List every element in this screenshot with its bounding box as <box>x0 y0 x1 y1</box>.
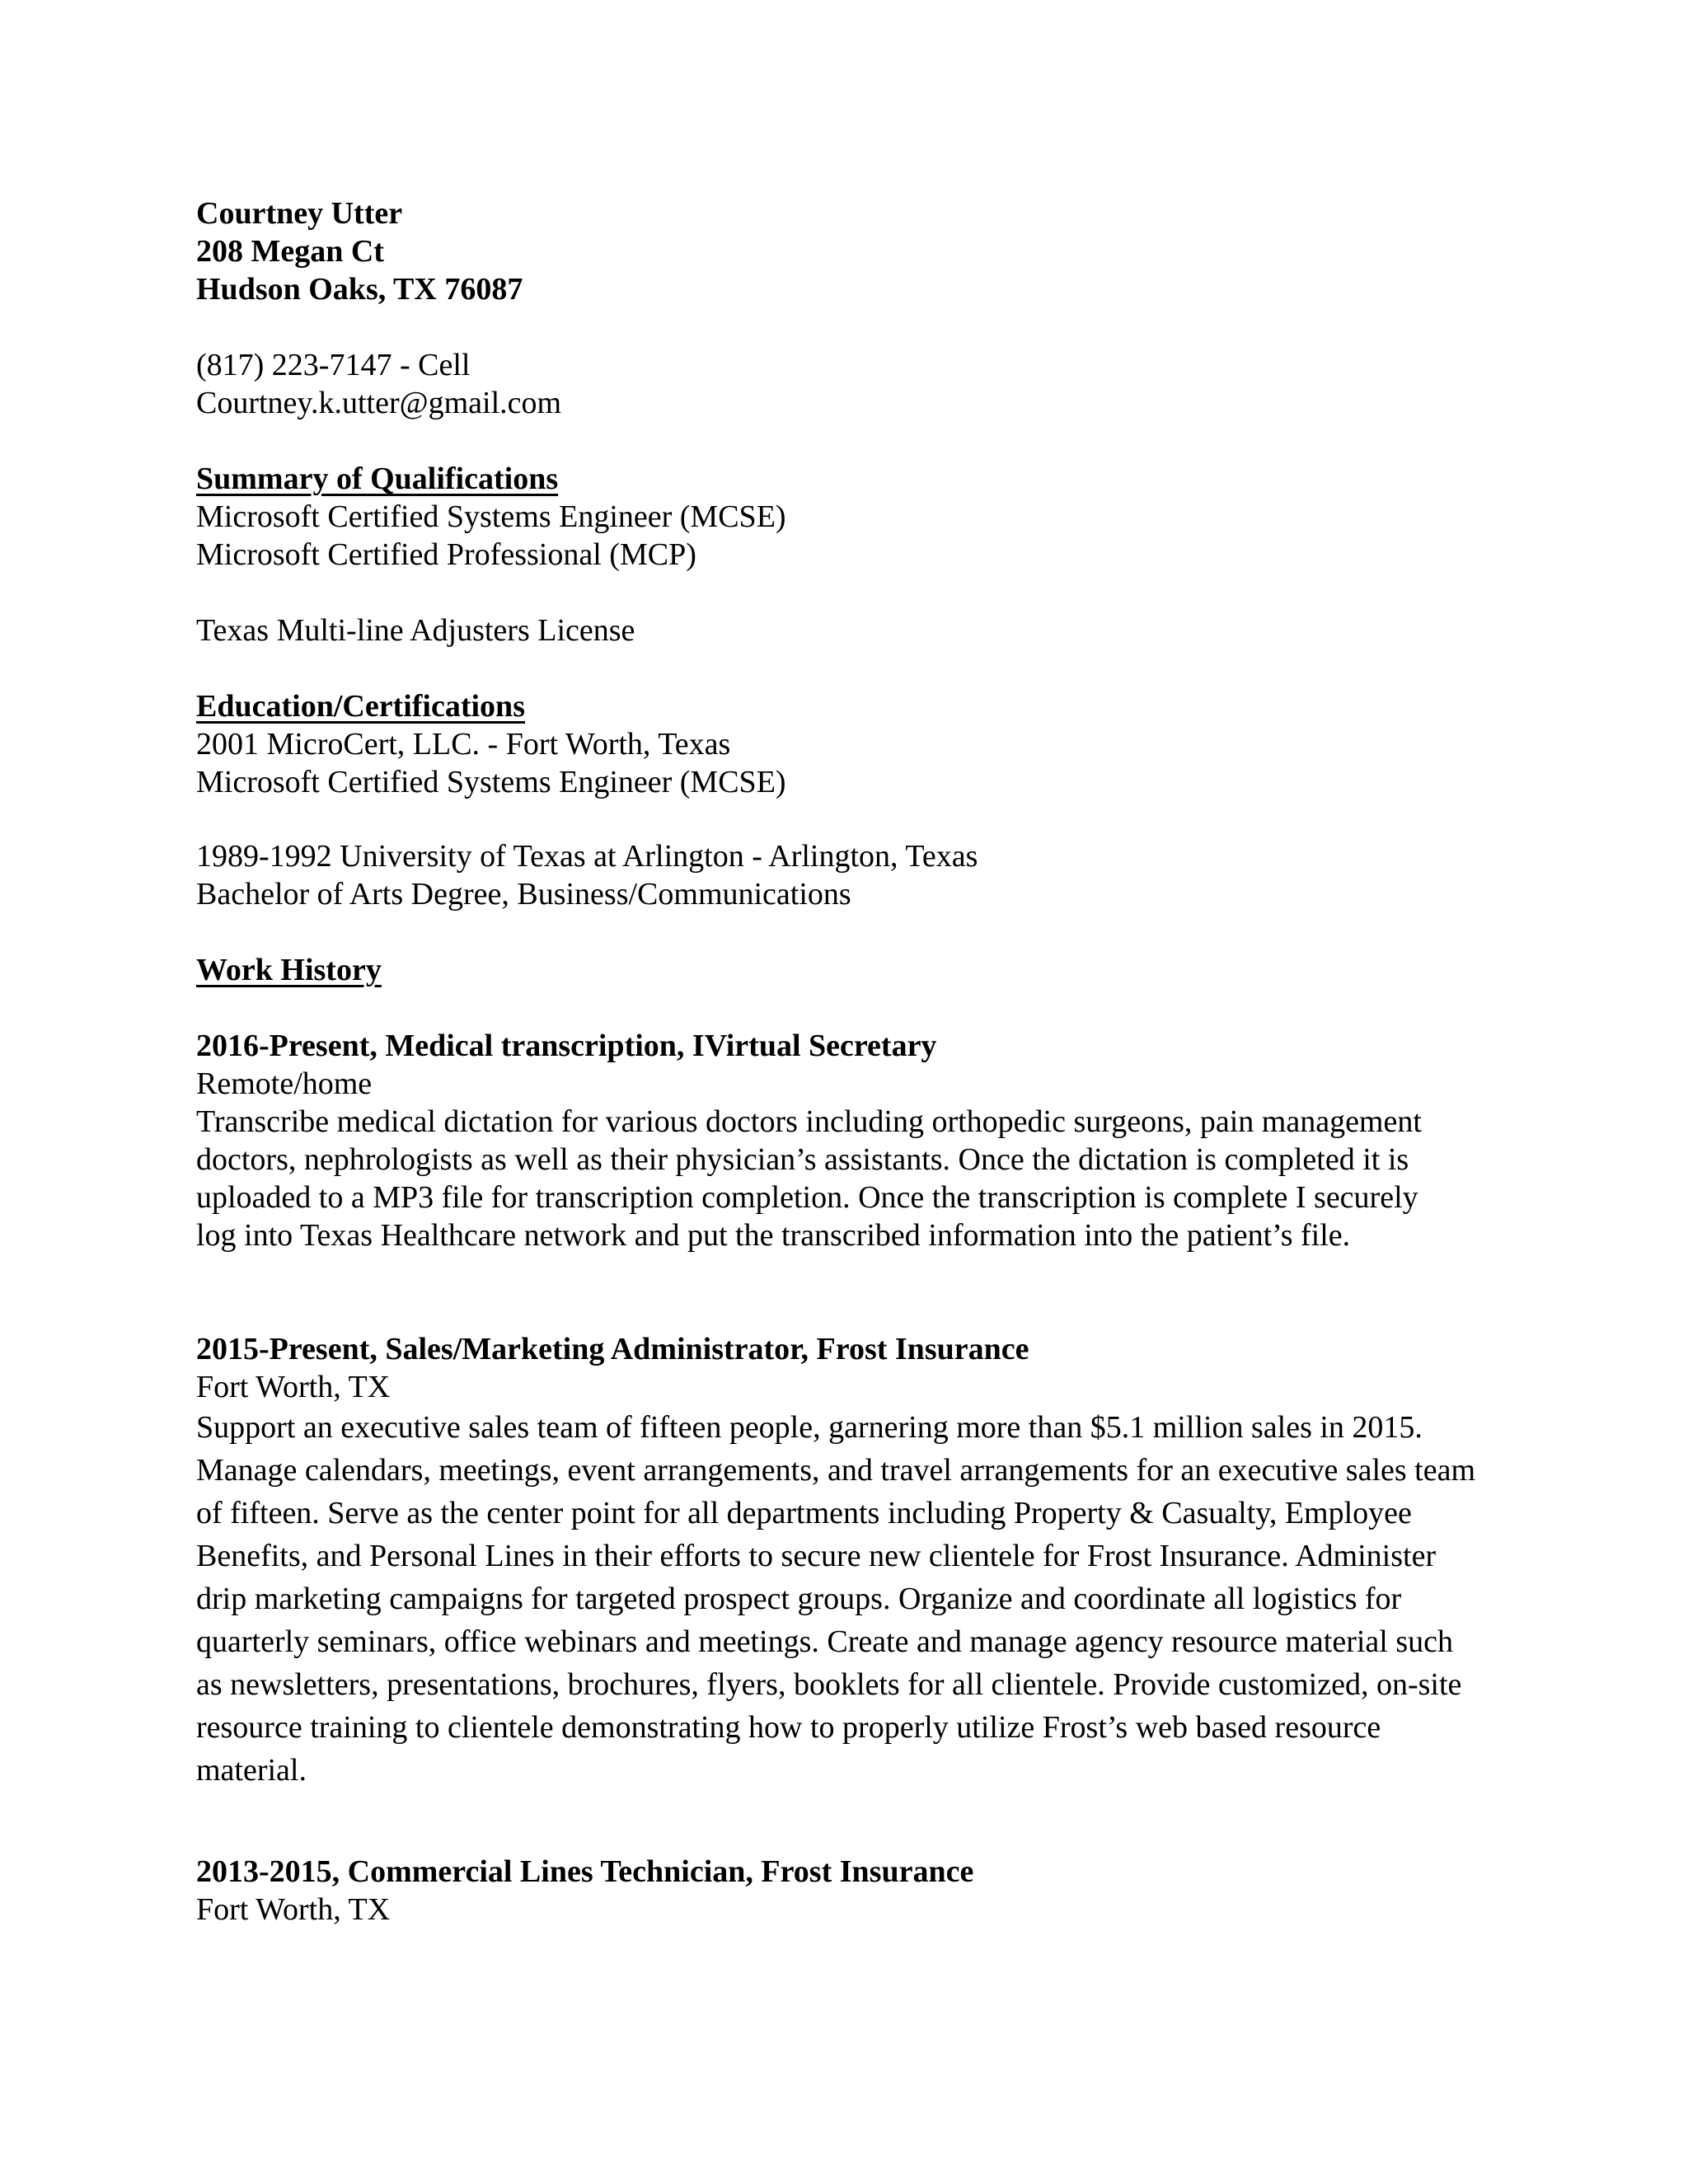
job-title: 2015-Present, Sales/Marketing Administrator, Frost Insurance <box>196 1332 1029 1366</box>
job-entry <box>196 1027 1465 1254</box>
work-history-heading: Work History <box>196 953 382 987</box>
contact-details <box>196 346 1482 422</box>
email-address: Courtney.k.utter@gmail.com <box>196 386 562 420</box>
candidate-name: Courtney Utter <box>196 196 403 231</box>
phone-number: (817) 223-7147 - Cell <box>196 348 471 382</box>
qualification-item: Microsoft Certified Systems Engineer (MCSE) <box>196 499 786 534</box>
city-state-zip: Hudson Oaks, TX 76087 <box>196 272 523 307</box>
job-description: Support an executive sales team of fifteen people, garnering more than $5.1 million sales in 2015. Manage calendars, meetings, event arrangements, and travel arrangements for an executive sales team of fifteen. Serve as the center point for all departments including Property & Casualty, Employee Benefits, and Personal Lines in their efforts to secure new clientele for Frost Insurance. Administer drip marketing campaigns for targeted prospect groups. Organize and coordinate all logistics for quarterly seminars, office webinars and meetings. Create and manage agency resource material such as newsletters, presentations, brochures, flyers, booklets for all clientele. Provide customized, on-site resource training to clientele demonstrating how to properly utilize Frost’s web based resource material. <box>196 1410 1476 1788</box>
education-section <box>196 687 1482 801</box>
education-entry-line: 1989-1992 University of Texas at Arlington - Arlington, Texas <box>196 839 978 874</box>
job-title: 2016-Present, Medical transcription, IVirtual Secretary <box>196 1029 937 1063</box>
education-entry-line: Bachelor of Arts Degree, Business/Communications <box>196 877 851 912</box>
license-block <box>196 612 1482 649</box>
education-entry-line: Microsoft Certified Systems Engineer (MCSE) <box>196 765 786 799</box>
work-history-section <box>196 951 1482 989</box>
summary-section <box>196 460 1482 574</box>
qualification-item: Microsoft Certified Professional (MCP) <box>196 537 696 572</box>
street-address: 208 Megan Ct <box>196 234 384 269</box>
job-title: 2013-2015, Commercial Lines Technician, Frost Insurance <box>196 1854 974 1889</box>
job-location: Fort Worth, TX <box>196 1370 391 1404</box>
summary-heading: Summary of Qualifications <box>196 462 559 496</box>
contact-block <box>196 194 1482 308</box>
education-entry-university <box>196 837 1482 913</box>
job-entry <box>196 1853 1482 1929</box>
job-description: Transcribe medical dictation for various doctors including orthopedic surgeons, pain management doctors, nephrologists as well as their physician’s assistants. Once the dictation is completed it is uploaded to a MP3 file for transcription completion. Once the transcription is complete I securely log into Texas Healthcare network and put the transcribed information into the patient’s file. <box>196 1104 1422 1253</box>
job-location: Fort Worth, TX <box>196 1892 391 1927</box>
qualification-item: Texas Multi-line Adjusters License <box>196 613 635 648</box>
education-heading: Education/Certifications <box>196 689 525 724</box>
education-entry-line: 2001 MicroCert, LLC. - Fort Worth, Texas <box>196 727 731 762</box>
job-entry <box>196 1330 1482 1792</box>
job-location: Remote/home <box>196 1066 373 1101</box>
